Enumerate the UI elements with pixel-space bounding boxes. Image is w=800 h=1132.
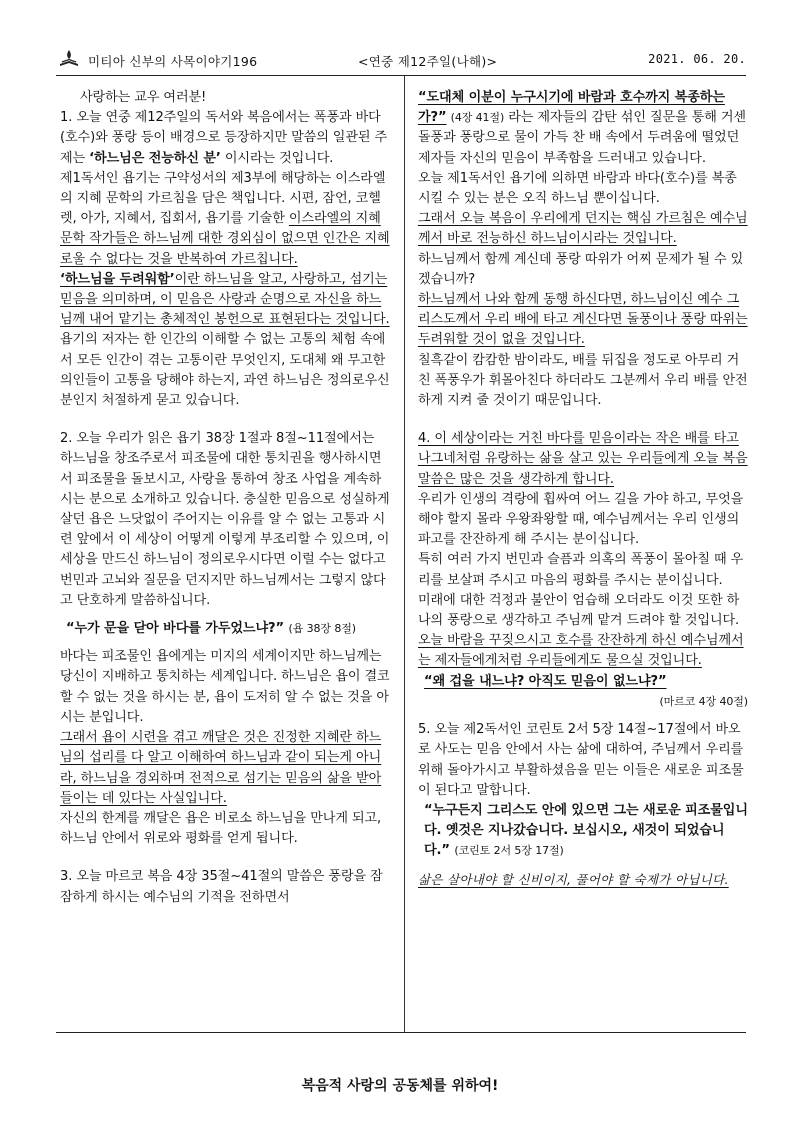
- right-paragraph-1: 오늘 제1독서인 욥기에 의하면 바람과 바다(호수)를 복종시킬 수 있는 분은 오직 하느님 뿐이십니다.: [418, 170, 737, 207]
- right-paragraph-5: 칠흑같이 캄캄한 밤이라도, 배를 뒤집을 정도로 아무리 거친 폭풍우가 휘몰아친다 하더라도 그분께서 우리 배를 안전하게 지켜 줄 것이기 때문입니다.: [418, 352, 748, 409]
- paragraph-1: 1. 오늘 연중 제12주일의 독서와 복음에서는 폭풍과 바다(호수)와 풍랑 등이 배경으로 등장하지만 말씀의 일관된 주제는 ‘하느님은 전능하신 분’ 이시라는 것입니다.: [60, 110, 388, 166]
- paragraph-3: ‘하느님을 두려워함’이란 하느님을 알고, 사랑하고, 섬기는 믿음을 의미하며, 이 믿음은 사랑과 순명으로 자신을 하느님께 내어 맡기는 총체적인 봉헌으로 표현된다는 것입니다.: [60, 271, 390, 328]
- greeting: 사랑하는 교우 여러분!: [80, 90, 207, 105]
- liturgical-subtitle: <연중 제12주일(나해)>: [358, 54, 498, 69]
- quote-job: “누가 문을 닫아 바다를 가두었느냐?” (욥 38장 8절): [66, 621, 356, 637]
- quote-corinthians: “누구든지 그리스도 안에 있으면 그는 새로운 피조물입니다. 옛것은 지나갔습니다. 보십시오, 새것이 되었습니다.” (코린토 2서 5장 17절): [424, 802, 748, 859]
- paragraph-9: 3. 오늘 마르코 복음 4장 35절~41절의 말씀은 풍랑을 잠잠하게 하시는 예수님의 기적을 전하면서: [60, 869, 383, 905]
- newsletter-title: 미티아 신부의 사목이야기196: [88, 54, 258, 69]
- book-icon: [58, 48, 80, 68]
- paragraph-2: 제1독서인 욥기는 구약성서의 제3부에 해당하는 이스라엘의 지혜 문학의 가르침을 담은 책입니다. 시편, 잠언, 코헬렛, 아가, 지혜서, 집회서, 욥기를 기술한 이스라엘의 지혜 문학 작가들은 하느님께 대한 경외심이 없으면 인간은 지혜로울 수 없다는 것을 반복하여 가르칩니다.: [60, 170, 390, 267]
- right-column: [418, 88, 748, 890]
- paragraph-4: 욥기의 저자는 한 인간의 이해할 수 없는 고통의 체험 속에서 모든 인간이 겪는 고통이란 무엇인지, 도대체 왜 무고한 의인들이 고통을 당해야 하는지, 과연 하느님은 정의로우신 분인지 처절하게 묻고 있습니다.: [60, 332, 390, 409]
- header-rule: [56, 75, 746, 76]
- issue-date: 2021. 06. 20.: [648, 52, 746, 66]
- paragraph-6: 바다는 피조물인 욥에게는 미지의 세계이지만 하느님께는 당신이 지배하고 통치하는 세계입니다. 하느님은 욥이 결코 할 수 없는 것을 하시는 분, 욥이 도저히 알 수 없는 것을 아시는 분입니다.: [60, 649, 390, 725]
- footer-rule: [56, 1032, 746, 1033]
- left-column: [60, 88, 390, 908]
- footer-motto: 복음적 사랑의 공동체를 위하여!: [301, 1078, 499, 1094]
- column-divider: [404, 76, 405, 1032]
- closing-handwritten: 삶은 살아내야 할 신비이지, 풀어야 할 숙제가 아닙니다.: [418, 871, 729, 887]
- quote-mark: “도대체 이분이 누구시기에 바람과 호수까지 복종하는가?” (4장 41절) 라는 제자들의 감탄 섞인 질문을 통해 거센 돌풍과 풍랑으로 물이 가득 찬 배 속에서 두려움에 떨었던 제자들 자신의 믿음이 부족함을 드러내고 있습니다.: [418, 90, 746, 166]
- page-header: [58, 48, 746, 72]
- paragraph-7: 그래서 욥이 시련을 겪고 깨달은 것은 진정한 지혜란 하느님의 섭리를 다 알고 이해하여 하느님과 같이 되는게 아니라, 하느님을 경외하며 전적으로 섬기는 믿음의 삶을 받아들이는 데 있다는 사실입니다.: [60, 730, 382, 806]
- right-paragraph-11: 5. 오늘 제2독서인 코린토 2서 5장 14절~17절에서 바오로 사도는 믿음 안에서 사는 삶에 대하여, 주님께서 우리를 위해 돌아가시고 부활하셨음을 믿는 이들은 새로운 피조물이 된다고 말합니다.: [418, 722, 744, 798]
- right-paragraph-6: 4. 이 세상이라는 거친 바다를 믿음이라는 작은 배를 타고 나그네처럼 유랑하는 삶을 살고 있는 우리들에게 오늘 복음 말씀은 많은 것을 생각하게 합니다.: [418, 431, 748, 487]
- right-paragraph-2: 그래서 오늘 복음이 우리에게 던지는 핵심 가르침은 예수님께서 바로 전능하신 하느님이시라는 것입니다.: [418, 211, 748, 247]
- right-paragraph-7: 우리가 인생의 격랑에 휩싸여 어느 길을 가야 하고, 무엇을 해야 할지 몰라 우왕좌왕할 때, 예수님께서는 우리 인생의 파고를 잔잔하게 해 주시는 분이십니다.: [418, 491, 744, 548]
- right-paragraph-8: 특히 여러 가지 번민과 슬픔과 의혹의 폭풍이 몰아칠 때 우리를 보살펴 주시고 마음의 평화를 주시는 분이십니다.: [418, 552, 744, 588]
- quote-mark-fear: “왜 겁을 내느냐? 아직도 믿음이 없느냐?”: [424, 673, 667, 689]
- right-paragraph-10: 오늘 바람을 꾸짖으시고 호수를 잔잔하게 하신 예수님께서는 제자들에게처럼 우리들에게도 물으실 것입니다.: [418, 633, 744, 669]
- right-paragraph-4: 하느님께서 나와 함께 동행 하신다면, 하느님이신 예수 그리스도께서 우리 배에 타고 계신다면 돌풍이나 풍랑 따위는 두려워할 것이 없을 것입니다.: [418, 292, 748, 348]
- quote-mark-fear-ref: (마르코 4장 40절): [659, 694, 748, 708]
- paragraph-5: 2. 오늘 우리가 읽은 욥기 38장 1절과 8절~11절에서는 하느님을 창조주로서 피조물에 대한 통치권을 행사하시면서 피조물을 돌보시고, 사랑을 통하여 창조 사업을 계속하시는 분으로 소개하고 있습니다. 충실한 믿음으로 성실하게 살던 욥은 느닷없이 주어지는 이유를 알 수 없는 고통과 시련 앞에서 이 세상이 어떻게 이렇게 부조리할 수 있으며, 이 세상을 만드신 하느님이 정의로우시다면 이럴 수는 없다고 번민과 고뇌와 질문을 던지지만 하느님께서는 그렇지 않다고 단호하게 말씀하십니다.: [60, 431, 390, 608]
- right-paragraph-9: 미래에 대한 걱정과 불안이 엄습해 오더라도 이것 또한 하나의 풍랑으로 생각하고 주님께 맡겨 드려야 할 것입니다.: [418, 592, 740, 629]
- paragraph-8: 자신의 한계를 깨달은 욥은 비로소 하느님을 만나게 되고, 하느님 안에서 위로와 평화를 얻게 됩니다.: [60, 810, 382, 847]
- right-paragraph-3: 하느님께서 함께 계신데 풍랑 따위가 어찌 문제가 될 수 있겠습니까?: [418, 251, 744, 287]
